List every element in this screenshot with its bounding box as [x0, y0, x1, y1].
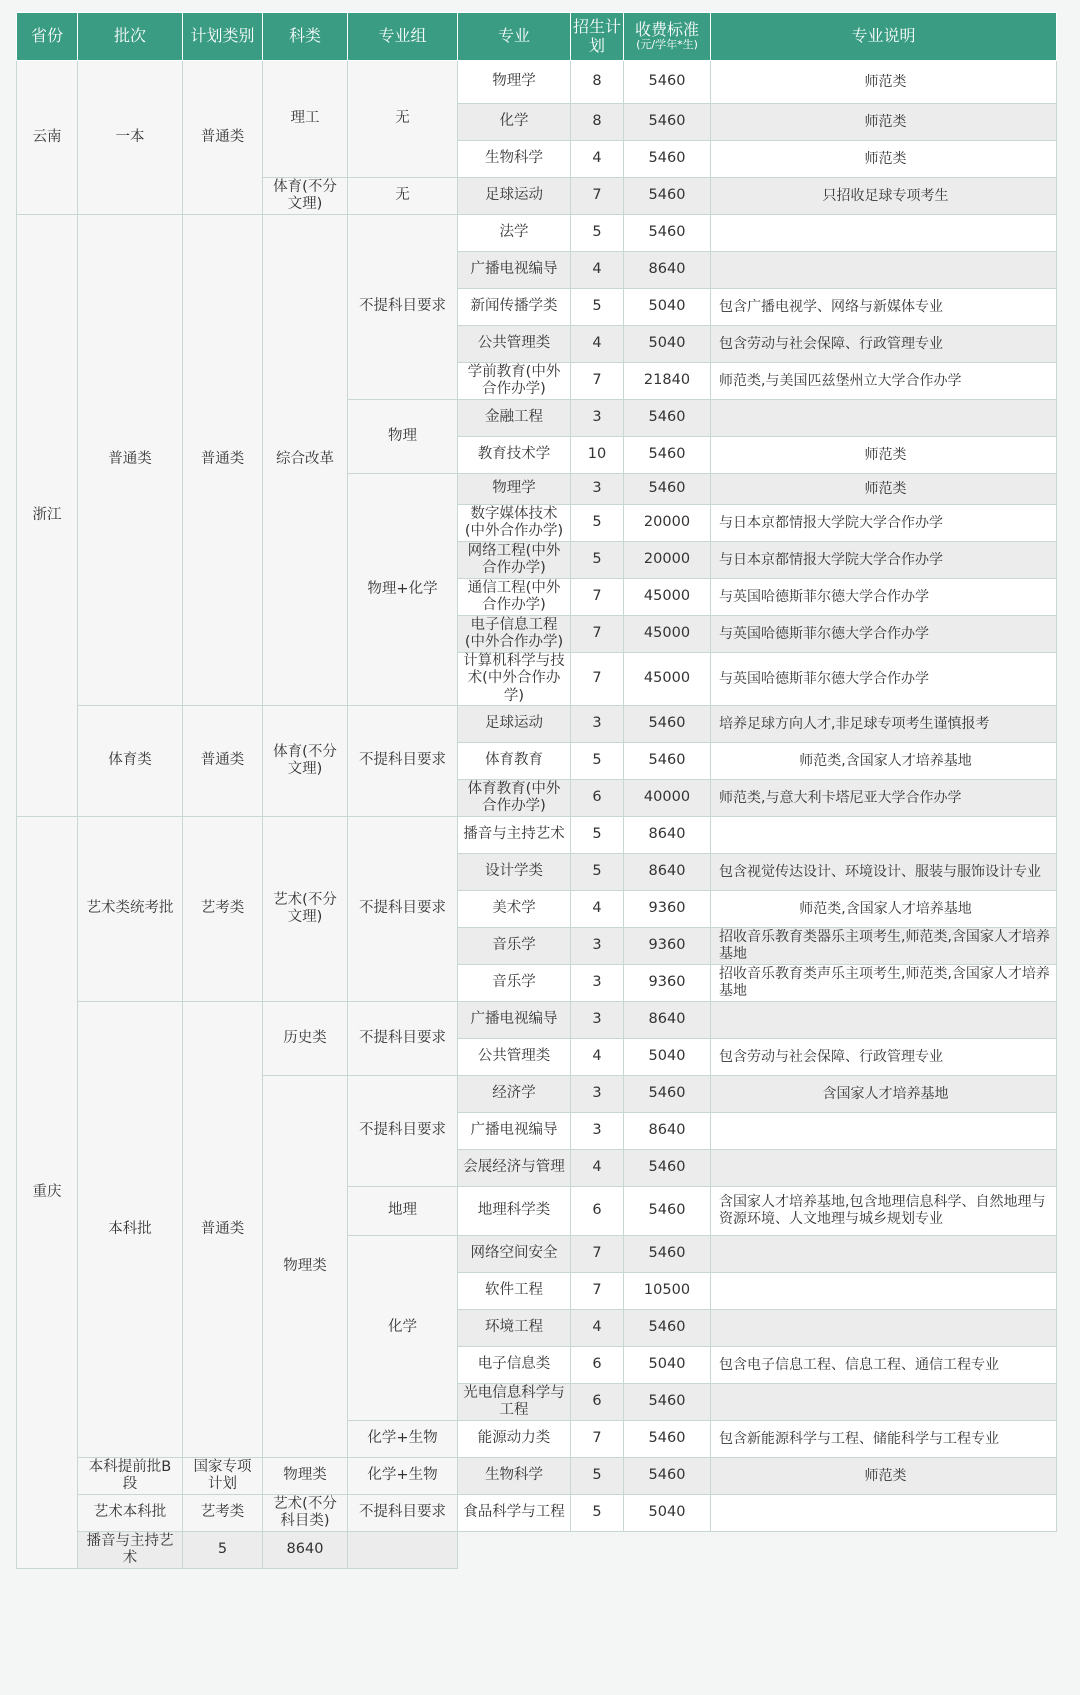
- fee-cell: 5460: [624, 215, 711, 252]
- major-cell: 体育教育: [458, 743, 571, 780]
- enrollment-cell: 8: [571, 61, 624, 104]
- batch-cell: 普通类: [78, 215, 183, 706]
- major-cell: 会展经济与管理: [458, 1150, 571, 1187]
- notes-cell: 包含新能源科学与工程、储能科学与工程专业: [711, 1421, 1057, 1458]
- header-major: 专业: [458, 13, 571, 61]
- enrollment-cell: 4: [571, 141, 624, 178]
- enrollment-cell: 3: [571, 474, 624, 505]
- fee-cell: 5460: [624, 104, 711, 141]
- header-fee-unit: (元/学年*生): [636, 38, 698, 52]
- table-row: [17, 1002, 1057, 1039]
- enrollment-cell: 4: [571, 1150, 624, 1187]
- major-group-cell: 不提科目要求: [348, 706, 458, 817]
- header-major-group: 专业组: [348, 13, 458, 61]
- fee-cell: 5040: [624, 1347, 711, 1384]
- notes-cell: 含国家人才培养基地: [711, 1076, 1057, 1113]
- fee-cell: 20000: [624, 505, 711, 542]
- notes-cell: 包含广播电视学、网络与新媒体专业: [711, 289, 1057, 326]
- enrollment-cell: 7: [571, 1236, 624, 1273]
- notes-cell: 含国家人才培养基地,包含地理信息科学、自然地理与资源环境、人文地理与城乡规划专业: [711, 1187, 1057, 1236]
- fee-cell: 5040: [624, 1495, 711, 1532]
- notes-cell: 招收音乐教育类声乐主项考生,师范类,含国家人才培养基地: [711, 965, 1057, 1002]
- notes-cell: 包含视觉传达设计、环境设计、服装与服饰设计专业: [711, 854, 1057, 891]
- enrollment-cell: 6: [571, 1384, 624, 1421]
- major-cell: 地理科学类: [458, 1187, 571, 1236]
- major-cell: 网络工程(中外合作办学): [458, 542, 571, 579]
- major-group-cell: 不提科目要求: [348, 1002, 458, 1076]
- major-cell: 物理学: [458, 474, 571, 505]
- major-group-cell: 无: [348, 178, 458, 215]
- notes-cell: [711, 215, 1057, 252]
- category-cell: 理工: [263, 61, 348, 178]
- fee-cell: 5040: [624, 1039, 711, 1076]
- notes-cell: 与日本京都情报大学院大学合作办学: [711, 505, 1057, 542]
- notes-cell: [711, 252, 1057, 289]
- major-cell: 新闻传播学类: [458, 289, 571, 326]
- province-cell: 浙江: [17, 215, 78, 817]
- major-cell: 公共管理类: [458, 1039, 571, 1076]
- major-group-cell: 化学+生物: [348, 1421, 458, 1458]
- fee-cell: 5460: [624, 141, 711, 178]
- table-row: [17, 61, 1057, 104]
- header-province: 省份: [17, 13, 78, 61]
- major-cell: 广播电视编导: [458, 1113, 571, 1150]
- notes-cell: [711, 1113, 1057, 1150]
- plan-type-cell: 艺考类: [183, 817, 263, 1002]
- enrollment-cell: 5: [183, 1532, 263, 1569]
- notes-cell: 包含电子信息工程、信息工程、通信工程专业: [711, 1347, 1057, 1384]
- major-cell: 生物科学: [458, 1458, 571, 1495]
- enrollment-cell: 7: [571, 579, 624, 616]
- enrollment-cell: 3: [571, 400, 624, 437]
- enrollment-cell: 6: [571, 780, 624, 817]
- notes-cell: 师范类,含国家人才培养基地: [711, 743, 1057, 780]
- table-body: [17, 61, 1057, 1569]
- enrollment-cell: 5: [571, 1458, 624, 1495]
- notes-cell: 与日本京都情报大学院大学合作办学: [711, 542, 1057, 579]
- enrollment-cell: 7: [571, 363, 624, 400]
- enrollment-cell: 8: [571, 104, 624, 141]
- fee-cell: 5460: [624, 1310, 711, 1347]
- fee-cell: 5460: [624, 178, 711, 215]
- fee-cell: 40000: [624, 780, 711, 817]
- table-row: [17, 817, 1057, 854]
- plan-type-cell: 普通类: [183, 706, 263, 817]
- major-cell: 电子信息类: [458, 1347, 571, 1384]
- fee-cell: 5460: [624, 1236, 711, 1273]
- header-fee: [624, 13, 711, 61]
- fee-cell: 5460: [624, 437, 711, 474]
- notes-cell: 师范类: [711, 474, 1057, 505]
- notes-cell: 师范类: [711, 1458, 1057, 1495]
- notes-cell: 师范类,与意大利卡塔尼亚大学合作办学: [711, 780, 1057, 817]
- category-cell: 物理类: [263, 1076, 348, 1458]
- batch-cell: 本科批: [78, 1002, 183, 1458]
- notes-cell: 师范类: [711, 61, 1057, 104]
- notes-cell: [711, 1273, 1057, 1310]
- fee-cell: 45000: [624, 653, 711, 706]
- fee-cell: 5460: [624, 1187, 711, 1236]
- fee-cell: 5460: [624, 400, 711, 437]
- notes-cell: [711, 1310, 1057, 1347]
- header-plan-type: 计划类别: [183, 13, 263, 61]
- admission-plan-table: [16, 12, 1057, 1569]
- fee-cell: 21840: [624, 363, 711, 400]
- major-cell: 法学: [458, 215, 571, 252]
- table-row: [17, 215, 1057, 252]
- fee-cell: 8640: [263, 1532, 348, 1569]
- fee-cell: 10500: [624, 1273, 711, 1310]
- fee-cell: 5460: [624, 743, 711, 780]
- category-cell: 体育(不分文理): [263, 706, 348, 817]
- plan-type-cell: 国家专项计划: [183, 1458, 263, 1495]
- major-group-cell: 不提科目要求: [348, 215, 458, 400]
- header-fee-label: 收费标准: [634, 19, 699, 39]
- major-group-cell: 不提科目要求: [348, 1495, 458, 1532]
- major-cell: 通信工程(中外合作办学): [458, 579, 571, 616]
- major-cell: 体育教育(中外合作办学): [458, 780, 571, 817]
- notes-cell: [711, 817, 1057, 854]
- notes-cell: [711, 1150, 1057, 1187]
- major-cell: 食品科学与工程: [458, 1495, 571, 1532]
- major-cell: 光电信息科学与工程: [458, 1384, 571, 1421]
- major-cell: 音乐学: [458, 928, 571, 965]
- table-row: [17, 1495, 1057, 1532]
- major-cell: 足球运动: [458, 178, 571, 215]
- category-cell: 艺术(不分科目类): [263, 1495, 348, 1532]
- notes-cell: [711, 1495, 1057, 1532]
- enrollment-cell: 5: [571, 215, 624, 252]
- major-cell: 网络空间安全: [458, 1236, 571, 1273]
- major-group-cell: 无: [348, 61, 458, 178]
- plan-type-cell: 普通类: [183, 61, 263, 215]
- batch-cell: 体育类: [78, 706, 183, 817]
- table-row: [17, 1532, 1057, 1569]
- notes-cell: [711, 400, 1057, 437]
- major-cell: 数字媒体技术(中外合作办学): [458, 505, 571, 542]
- table-row: [17, 706, 1057, 743]
- header-batch: 批次: [78, 13, 183, 61]
- major-group-cell: 地理: [348, 1187, 458, 1236]
- notes-cell: [711, 1384, 1057, 1421]
- major-group-cell: 物理: [348, 400, 458, 474]
- enrollment-cell: 4: [571, 326, 624, 363]
- major-cell: 足球运动: [458, 706, 571, 743]
- plan-type-cell: 普通类: [183, 1002, 263, 1458]
- enrollment-cell: 4: [571, 891, 624, 928]
- fee-cell: 9360: [624, 928, 711, 965]
- province-cell: 重庆: [17, 817, 78, 1569]
- major-cell: 能源动力类: [458, 1421, 571, 1458]
- fee-cell: 9360: [624, 891, 711, 928]
- major-cell: 播音与主持艺术: [458, 817, 571, 854]
- notes-cell: 师范类,与美国匹兹堡州立大学合作办学: [711, 363, 1057, 400]
- fee-cell: 5040: [624, 326, 711, 363]
- notes-cell: 招收音乐教育类器乐主项考生,师范类,含国家人才培养基地: [711, 928, 1057, 965]
- notes-cell: 与英国哈德斯菲尔德大学合作办学: [711, 579, 1057, 616]
- enrollment-cell: 7: [571, 653, 624, 706]
- enrollment-cell: 3: [571, 706, 624, 743]
- enrollment-cell: 5: [571, 542, 624, 579]
- major-group-cell: 化学: [348, 1236, 458, 1421]
- notes-cell: 师范类,含国家人才培养基地: [711, 891, 1057, 928]
- fee-cell: 9360: [624, 965, 711, 1002]
- fee-cell: 8640: [624, 252, 711, 289]
- enrollment-cell: 3: [571, 965, 624, 1002]
- major-cell: 物理学: [458, 61, 571, 104]
- notes-cell: [711, 1002, 1057, 1039]
- enrollment-cell: 5: [571, 289, 624, 326]
- major-cell: 计算机科学与技术(中外合作办学): [458, 653, 571, 706]
- major-cell: 金融工程: [458, 400, 571, 437]
- notes-cell: 师范类: [711, 141, 1057, 178]
- major-cell: 学前教育(中外合作办学): [458, 363, 571, 400]
- table-row: [17, 1458, 1057, 1495]
- enrollment-cell: 7: [571, 178, 624, 215]
- major-cell: 公共管理类: [458, 326, 571, 363]
- fee-cell: 5460: [624, 1384, 711, 1421]
- category-cell: 体育(不分文理): [263, 178, 348, 215]
- plan-type-cell: 艺考类: [183, 1495, 263, 1532]
- notes-cell: 与英国哈德斯菲尔德大学合作办学: [711, 616, 1057, 653]
- enrollment-cell: 7: [571, 616, 624, 653]
- enrollment-cell: 3: [571, 1113, 624, 1150]
- enrollment-cell: 3: [571, 928, 624, 965]
- major-cell: 美术学: [458, 891, 571, 928]
- batch-cell: 艺术类统考批: [78, 817, 183, 1002]
- major-cell: 软件工程: [458, 1273, 571, 1310]
- major-cell: 播音与主持艺术: [78, 1532, 183, 1569]
- fee-cell: 5460: [624, 1150, 711, 1187]
- major-cell: 音乐学: [458, 965, 571, 1002]
- fee-cell: 5460: [624, 1421, 711, 1458]
- fee-cell: 5460: [624, 61, 711, 104]
- notes-cell: 只招收足球专项考生: [711, 178, 1057, 215]
- notes-cell: 师范类: [711, 104, 1057, 141]
- batch-cell: 本科提前批B段: [78, 1458, 183, 1495]
- major-cell: 设计学类: [458, 854, 571, 891]
- fee-cell: 8640: [624, 854, 711, 891]
- fee-cell: 5460: [624, 706, 711, 743]
- enrollment-cell: 5: [571, 854, 624, 891]
- enrollment-cell: 3: [571, 1002, 624, 1039]
- notes-cell: 培养足球方向人才,非足球专项考生谨慎报考: [711, 706, 1057, 743]
- major-cell: 广播电视编导: [458, 1002, 571, 1039]
- notes-cell: [711, 1236, 1057, 1273]
- fee-cell: 45000: [624, 616, 711, 653]
- enrollment-cell: 5: [571, 1495, 624, 1532]
- notes-cell: 师范类: [711, 437, 1057, 474]
- enrollment-cell: 10: [571, 437, 624, 474]
- enrollment-cell: 6: [571, 1187, 624, 1236]
- fee-cell: 8640: [624, 1002, 711, 1039]
- major-group-cell: 不提科目要求: [348, 817, 458, 1002]
- major-cell: 电子信息工程(中外合作办学): [458, 616, 571, 653]
- batch-cell: 艺术本科批: [78, 1495, 183, 1532]
- fee-cell: 5460: [624, 1458, 711, 1495]
- enrollment-cell: 7: [571, 1421, 624, 1458]
- category-cell: 艺术(不分文理): [263, 817, 348, 1002]
- major-cell: 环境工程: [458, 1310, 571, 1347]
- batch-cell: 一本: [78, 61, 183, 215]
- fee-cell: 20000: [624, 542, 711, 579]
- category-cell: 综合改革: [263, 215, 348, 706]
- major-group-cell: 物理+化学: [348, 474, 458, 706]
- notes-cell: [348, 1532, 458, 1569]
- province-cell: 云南: [17, 61, 78, 215]
- enrollment-cell: 5: [571, 743, 624, 780]
- enrollment-cell: 4: [571, 1310, 624, 1347]
- enrollment-cell: 5: [571, 817, 624, 854]
- notes-cell: 与英国哈德斯菲尔德大学合作办学: [711, 653, 1057, 706]
- fee-cell: 8640: [624, 1113, 711, 1150]
- major-group-cell: 不提科目要求: [348, 1076, 458, 1187]
- enrollment-cell: 4: [571, 252, 624, 289]
- notes-cell: 包含劳动与社会保障、行政管理专业: [711, 326, 1057, 363]
- header-notes: 专业说明: [711, 13, 1057, 61]
- major-cell: 化学: [458, 104, 571, 141]
- major-group-cell: 化学+生物: [348, 1458, 458, 1495]
- category-cell: 历史类: [263, 1002, 348, 1076]
- major-cell: 经济学: [458, 1076, 571, 1113]
- header-enrollment: 招生计划: [571, 13, 624, 61]
- category-cell: 物理类: [263, 1458, 348, 1495]
- enrollment-cell: 7: [571, 1273, 624, 1310]
- enrollment-cell: 4: [571, 1039, 624, 1076]
- fee-cell: 45000: [624, 579, 711, 616]
- major-cell: 生物科学: [458, 141, 571, 178]
- plan-type-cell: 普通类: [183, 215, 263, 706]
- admission-table-wrapper: [16, 12, 1056, 1569]
- notes-cell: 包含劳动与社会保障、行政管理专业: [711, 1039, 1057, 1076]
- major-cell: 广播电视编导: [458, 252, 571, 289]
- fee-cell: 5460: [624, 474, 711, 505]
- enrollment-cell: 3: [571, 1076, 624, 1113]
- enrollment-cell: 5: [571, 505, 624, 542]
- fee-cell: 5040: [624, 289, 711, 326]
- table-header-row: [17, 13, 1057, 61]
- enrollment-cell: 6: [571, 1347, 624, 1384]
- fee-cell: 8640: [624, 817, 711, 854]
- fee-cell: 5460: [624, 1076, 711, 1113]
- header-category: 科类: [263, 13, 348, 61]
- major-cell: 教育技术学: [458, 437, 571, 474]
